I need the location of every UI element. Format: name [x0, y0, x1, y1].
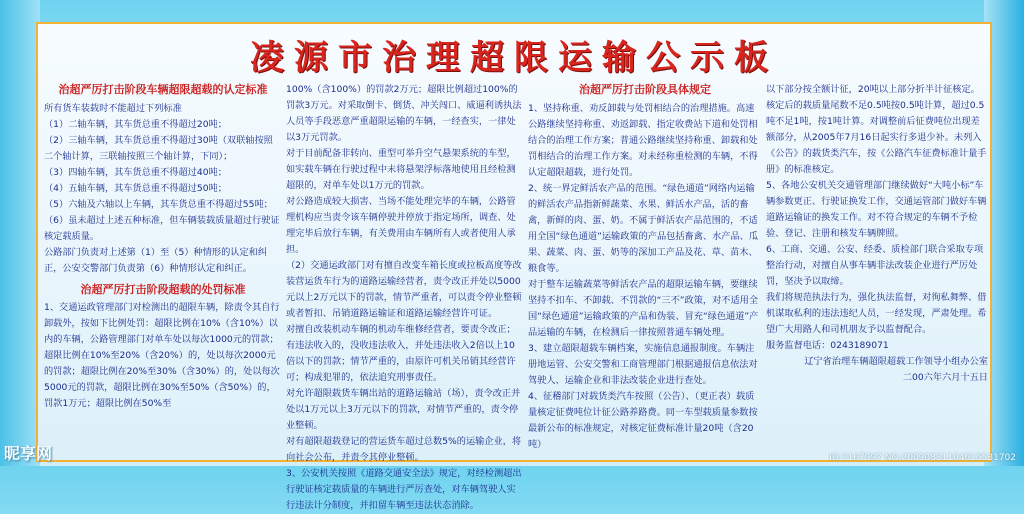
paragraph: （3）四轴车辆，其车货总重不得超过40吨；: [44, 167, 227, 178]
paragraph: （4）五轴车辆，其车货总重不得超过50吨；: [44, 183, 227, 194]
paragraph: （5）六轴及六轴以上车辆，其车货总重不得超过55吨；: [44, 199, 273, 210]
notice-board: [36, 22, 992, 511]
paragraph: 1、交通运政管理部门对检测出的超限车辆，除责令其自行卸载外，按如下比例处罚：超限比例在10%（含10%）以内的车辆，公路管理部门对单车处以每次1000元的罚款；超限比例在10%至20%（含20%）的，处以每次2000元的罚款；超限比例在20%至30%（含30%）的，处以每次5000元的罚款，超限比例在30%至50%（含50%）的，罚款1万元；超限比例在50%至: [44, 302, 280, 409]
paragraph: 对有超限超载登记的营运货车超过总数5%的运输企业，将向社会公布，并责令其停业整顿。: [286, 436, 522, 463]
paragraph: 2、统一界定鲜活农产品的范围。“绿色通道”网络内运输的鲜活农产品指新鲜蔬菜、水果、鲜活水产品，活的畜禽，新鲜的肉、蛋、奶。不属于鲜活农产品范围的，不适用全国“绿色通道”运输政策的产品包括畜禽、水产品、瓜果、蔬菜、肉、蛋、奶等的深加工产品及花、草、苗木、粮食等。: [528, 183, 759, 274]
page-title: 凌源市治理超限运输公示板: [250, 38, 778, 78]
service-phone: 服务监督电话：0243189071: [766, 340, 889, 351]
section-heading-penalty: 治超严厉打击阶段超载的处罚标准: [80, 283, 246, 296]
column-1: [44, 82, 282, 412]
paragraph: 对于目前配备非转向、重型可举升空气悬架系统的车型，如实载车辆在行驶过程中未将悬架浮标落地使用且经检测超限的，对单车处以1万元的罚款。: [286, 148, 516, 191]
paragraph: 我们将规范执法行为，强化执法监督，对徇私舞弊、借机谋取私利的违法违纪人员，一经发现，严肃处理。希望广大用路人和司机朋友予以监督配合。: [766, 292, 987, 335]
paragraph: 公路部门负责对上述第（1）至（5）种情形的认定和纠正，公安交警部门负责第（6）种情形认定和纠正。: [44, 247, 268, 274]
left-decoration: [0, 0, 40, 466]
paragraph: 4、征稽部门对载货类汽车按照（公告）、（更正表）载质量核定征费吨位计征公路养路费。同一车型载质量参数按最新公布的标准规定，对核定征费标准计量20吨（含20吨）: [528, 391, 758, 450]
paragraph: 100%（含100%）的罚款2万元；超限比例超过100%的罚款3万元。对采取倒卡、倒货、冲关闯口、威逼利诱执法人员等手段恶意严重超限运输的车辆，一经查实，一律处以3万元罚款。: [286, 84, 522, 143]
paragraph: 对允许超限载货车辆出站的道路运输站（场），责令改正并处以1万元以上3万元以下的罚款，对情节严重的，责令停业整顿。: [286, 388, 521, 431]
column-4: [766, 82, 988, 386]
paragraph: 对公路造成较大损害、当场不能处理完毕的车辆，公路管理机构应当责令该车辆停驶并停放于指定场所，调查、处理完毕后放行车辆，有关费用由车辆所有人或者使用人承担。: [286, 196, 516, 255]
paragraph: 对擅自改装机动车辆的机动车维修经营者，要责令改正；有违法收入的，没收违法收入，并处违法收入2倍以上10倍以下的罚款；情节严重的，由原许可机关吊销其经营许可；构成犯罪的，依法追究刑事责任。: [286, 324, 516, 383]
issue-date: 二00六年六月十五日: [902, 372, 988, 383]
paragraph: 1、坚持称重、劝反卸载与处罚相结合的治理措施。高速公路继续坚持称重、劝返卸载、指定收费站下道和处罚相结合的治理工作方案；普通公路继续坚持称重、卸载和处罚相结合的治理工作方案。对未经称重检测的车辆，不得认定超限超载，进行处罚。: [528, 103, 758, 178]
paragraph: （2）三轴车辆，其车货总重不得超过30吨（双联轴按照二个轴计算，三联轴按照三个轴计算，下同）；: [44, 135, 273, 162]
column-3: [528, 82, 762, 453]
paragraph: 以下部分按全额计征，20吨以上部分折半计征核定。核定后的载质量尾数不足0.5吨按0.5吨计算，超过0.5吨不足1吨，按1吨计算。对调整前后征费吨位出现差额部分，从2005年7月16日起实行多退少补。未列入《公告》的载货类汽车，按《公路汽车征费标准计量手册》的标准核定。: [766, 84, 987, 175]
column-2: [286, 82, 522, 514]
paragraph: 3、建立超限超载车辆档案，实施信息通报制度。车辆注册地运管、公安交警和工商管理部门根据通报信息依法对驾驶人、运输企业和非法改装企业进行查处。: [528, 343, 758, 386]
paragraph: （1）二轴车辆，其车货总重不得超过20吨；: [44, 119, 227, 130]
paragraph: （6）虽未超过上述五种标准，但车辆装载质量超过行驶证核定载质量。: [44, 215, 280, 242]
image-id-watermark: ID:2167997 NO:20090831104615531702: [829, 453, 1016, 463]
paragraph: 所有货车装载时不能超过下列标准: [44, 103, 182, 114]
section-heading-standards: 治超严厉打击阶段车辆超限超载的认定标准: [58, 83, 268, 96]
paragraph: 对于整车运输蔬菜等鲜活农产品的超限运输车辆，要继续坚持不扣车、不卸载、不罚款的“三不”政策，对不适用全国“绿色通道”运输政策的产品和伪装、冒充“绿色通道”产品运输的车辆，在检测后一律按照普通车辆处理。: [528, 279, 759, 338]
paragraph: 5、各地公安机关交通管理部门继续做好“大吨小标”车辆参数更正、行驶证换发工作，交通运管部门做好车辆道路运输证的换发工作。对不符合规定的车辆不予检验、登记、注册和核发车辆牌照。: [766, 180, 987, 239]
site-watermark: 昵享网: [4, 444, 53, 463]
issuer-signature: 辽宁省治理车辆超限超载工作领导小组办公室: [804, 356, 988, 367]
section-heading-rules: 治超严厉打击阶段具体规定: [579, 83, 711, 96]
paragraph: 3、公安机关按照《道路交通安全法》规定，对经检测超出行驶证核定载质量的车辆进行严厉查处，对车辆驾驶人实行违法计分制度，并扣留车辆至违法状态消除。: [286, 468, 522, 511]
paragraph: （2）交通运政部门对有擅自改变车箱长度或拉板高度等改装营运货车行为的道路运输经营者，责令改正并处以5000元以上2万元以下的罚款，情节严重者，可以责令停业整顿或者暂扣、吊销道路运输证和道路运输经营许可证。: [286, 260, 522, 319]
paragraph: 6、工商、交通、公安、经委、质检部门联合采取专项整治行动，对擅自从事车辆非法改装企业进行严厉处罚，坚决予以取缔。: [766, 244, 984, 287]
